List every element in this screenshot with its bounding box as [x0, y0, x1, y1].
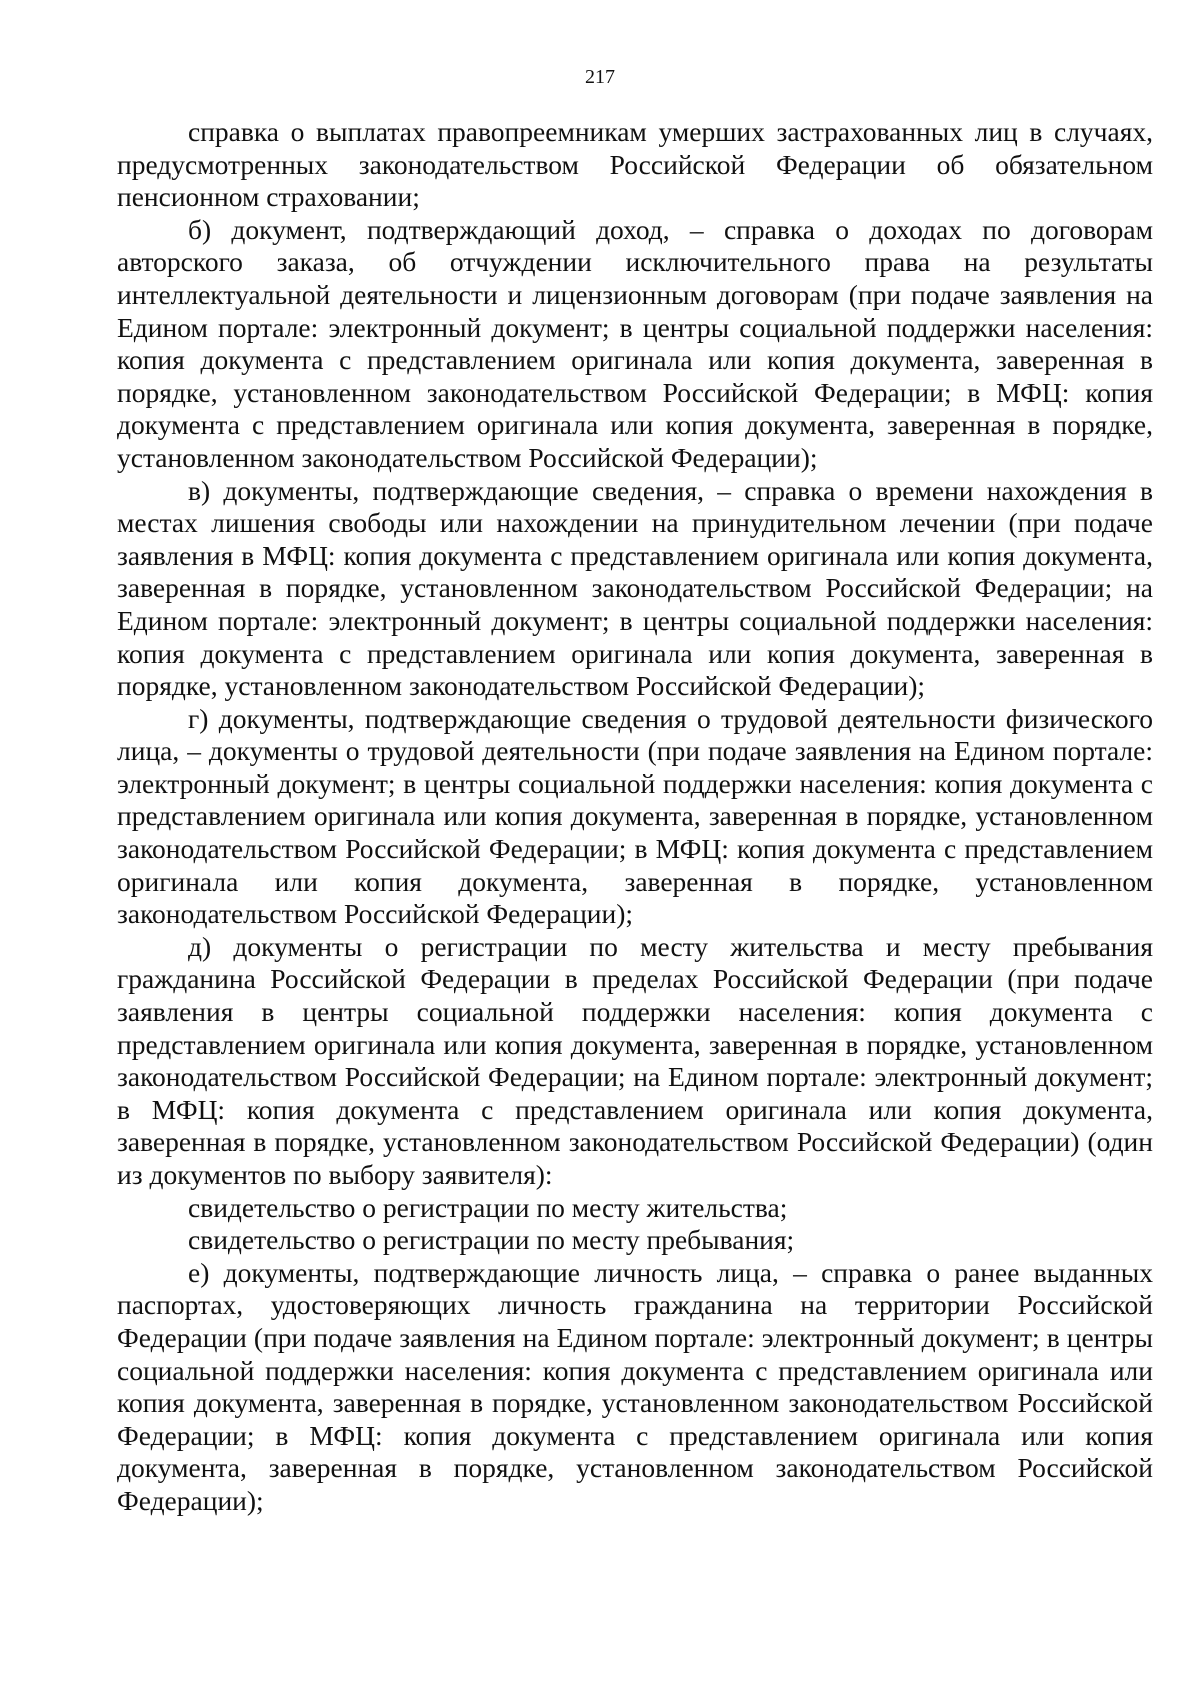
paragraph-v-detention-certificate: в) документы, подтверждающие сведения, – справка о времени нахождения в местах лишения свободы или нахождении на принудительном лечении (при подаче заявления в МФЦ: копия документа с представлением оригинала или копия документа, заверенная в порядке, установленном законодательством Российской Федерации; на Едином портале: электронный документ; в центры социальной поддержки населения: копия документа с представлением оригинала или копия документа, заверенная в порядке, установленном законодательством Российской Федерации);: [117, 474, 1153, 702]
page-number: 217: [585, 66, 615, 88]
paragraph-g-labor-activity: г) документы, подтверждающие сведения о трудовой деятельности физического лица, – документы о трудовой деятельности (при подаче заявления на Едином портале: электронный документ; в центры социальной поддержки населения: копия документа с представлением оригинала или копия документа, заверенная в порядке, установленном законодательством Российской Федерации; в МФЦ: копия документа с представлением оригинала или копия документа, заверенная в порядке, установленном законодательством Российской Федерации);: [117, 702, 1153, 930]
document-body: [117, 116, 1153, 1518]
paragraph-pension-payments-certificate: справка о выплатах правопреемникам умерших застрахованных лиц в случаях, предусмотренных законодательством Российской Федерации об обязательном пенсионном страховании;: [117, 116, 1153, 213]
paragraph-e-identity-documents: е) документы, подтверждающие личность лица, – справка о ранее выданных паспортах, удостоверяющих личность гражданина на территории Российской Федерации (при подаче заявления на Едином портале: электронный документ; в центры социальной поддержки населения: копия документа с представлением оригинала или копия документа, заверенная в порядке, установленном законодательством Российской Федерации; в МФЦ: копия документа с представлением оригинала или копия документа, заверенная в порядке, установленном законодательством Российской Федерации);: [117, 1256, 1153, 1516]
paragraph-d-registration-documents: д) документы о регистрации по месту жительства и месту пребывания гражданина Российской Федерации в пределах Российской Федерации (при подаче заявления в центры социальной поддержки населения: копия документа с представлением оригинала или копия документа, заверенная в порядке, установленном законодательством Российской Федерации; на Едином портале: электронный документ; в МФЦ: копия документа с представлением оригинала или копия документа, заверенная в порядке, установленном законодательством Российской Федерации) (один из документов по выбору заявителя):: [117, 930, 1153, 1190]
paragraph-stay-registration: свидетельство о регистрации по месту пребывания;: [188, 1224, 795, 1256]
paragraph-residence-registration: свидетельство о регистрации по месту жительства;: [188, 1191, 788, 1223]
paragraph-b-income-document: б) документ, подтверждающий доход, – справка о доходах по договорам авторского заказа, об отчуждении исключительного права на результаты интеллектуальной деятельности и лицензионным договорам (при подаче заявления на Едином портале: электронный документ; в центры социальной поддержки населения: копия документа с представлением оригинала или копия документа, заверенная в порядке, установленном законодательством Российской Федерации; в МФЦ: копия документа с представлением оригинала или копия документа, заверенная в порядке, установленном законодательством Российской Федерации);: [117, 213, 1153, 473]
